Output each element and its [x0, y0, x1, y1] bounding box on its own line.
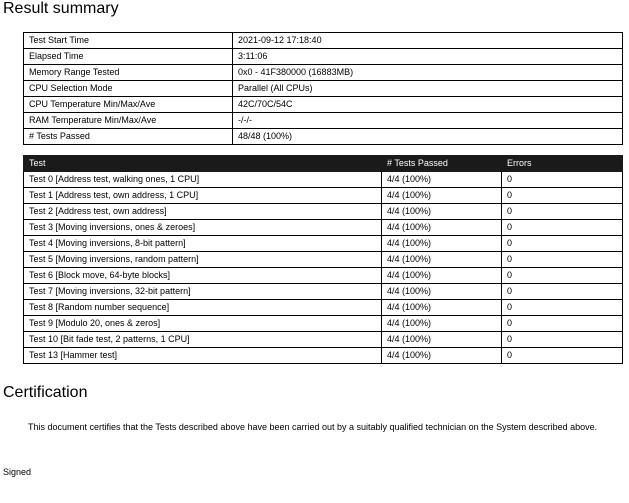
table-row: [24, 204, 623, 220]
summary-value: 2021-09-12 17:18:40: [233, 33, 623, 49]
summary-row: [24, 33, 623, 49]
tests-passed: 4/4 (100%): [382, 236, 502, 252]
tests-passed: 4/4 (100%): [382, 252, 502, 268]
error-count: 0: [502, 284, 623, 300]
table-row: [24, 348, 623, 364]
tests-passed: 4/4 (100%): [382, 188, 502, 204]
tests-passed: 4/4 (100%): [382, 284, 502, 300]
results-table: [23, 155, 623, 364]
summary-value: 48/48 (100%): [233, 129, 623, 145]
table-row: [24, 252, 623, 268]
table-row: [24, 300, 623, 316]
signed-label: Signed: [3, 467, 32, 477]
summary-label: RAM Temperature Min/Max/Ave: [24, 113, 233, 129]
column-header-test: Test: [24, 156, 382, 172]
summary-table: [23, 32, 623, 145]
summary-row: [24, 65, 623, 81]
tests-passed: 4/4 (100%): [382, 316, 502, 332]
tests-passed: 4/4 (100%): [382, 204, 502, 220]
table-row: [24, 316, 623, 332]
table-row: [24, 268, 623, 284]
summary-label: CPU Selection Mode: [24, 81, 233, 97]
test-name: Test 13 [Hammer test]: [24, 348, 382, 364]
summary-row: [24, 81, 623, 97]
test-name: Test 5 [Moving inversions, random pattern]: [24, 252, 382, 268]
certification-heading: Certification: [3, 384, 88, 401]
table-row: [24, 188, 623, 204]
test-name: Test 8 [Random number sequence]: [24, 300, 382, 316]
summary-label: Test Start Time: [24, 33, 233, 49]
summary-value: 42C/70C/54C: [233, 97, 623, 113]
test-name: Test 9 [Modulo 20, ones & zeros]: [24, 316, 382, 332]
summary-value: 0x0 - 41F380000 (16883MB): [233, 65, 623, 81]
results-header-row: [24, 156, 623, 172]
tests-passed: 4/4 (100%): [382, 332, 502, 348]
tests-passed: 4/4 (100%): [382, 348, 502, 364]
table-row: [24, 172, 623, 188]
summary-value: -/-/-: [233, 113, 623, 129]
error-count: 0: [502, 300, 623, 316]
error-count: 0: [502, 220, 623, 236]
summary-row: [24, 113, 623, 129]
tests-passed: 4/4 (100%): [382, 268, 502, 284]
test-name: Test 0 [Address test, walking ones, 1 CPU]: [24, 172, 382, 188]
tests-passed: 4/4 (100%): [382, 300, 502, 316]
summary-row: [24, 129, 623, 145]
table-row: [24, 332, 623, 348]
test-name: Test 6 [Block move, 64-byte blocks]: [24, 268, 382, 284]
table-row: [24, 236, 623, 252]
tests-passed: 4/4 (100%): [382, 172, 502, 188]
summary-label: # Tests Passed: [24, 129, 233, 145]
test-name: Test 7 [Moving inversions, 32-bit pattern]: [24, 284, 382, 300]
error-count: 0: [502, 268, 623, 284]
tests-passed: 4/4 (100%): [382, 220, 502, 236]
test-name: Test 3 [Moving inversions, ones & zeroes]: [24, 220, 382, 236]
table-row: [24, 220, 623, 236]
column-header-errors: Errors: [502, 156, 623, 172]
error-count: 0: [502, 236, 623, 252]
summary-label: Elapsed Time: [24, 49, 233, 65]
summary-row: [24, 49, 623, 65]
result-summary-heading: Result summary: [3, 0, 119, 17]
certification-text: This document certifies that the Tests described above have been carried out by a suitably qualified technician on the System described above.: [28, 422, 598, 432]
error-count: 0: [502, 188, 623, 204]
test-name: Test 1 [Address test, own address, 1 CPU]: [24, 188, 382, 204]
summary-label: CPU Temperature Min/Max/Ave: [24, 97, 233, 113]
error-count: 0: [502, 332, 623, 348]
test-name: Test 10 [Bit fade test, 2 patterns, 1 CPU]: [24, 332, 382, 348]
table-row: [24, 284, 623, 300]
summary-value: 3:11:06: [233, 49, 623, 65]
summary-row: [24, 97, 623, 113]
error-count: 0: [502, 316, 623, 332]
error-count: 0: [502, 204, 623, 220]
summary-label: Memory Range Tested: [24, 65, 233, 81]
error-count: 0: [502, 348, 623, 364]
column-header-tests-passed: # Tests Passed: [382, 156, 502, 172]
test-name: Test 2 [Address test, own address]: [24, 204, 382, 220]
test-name: Test 4 [Moving inversions, 8-bit pattern]: [24, 236, 382, 252]
error-count: 0: [502, 172, 623, 188]
error-count: 0: [502, 252, 623, 268]
summary-value: Parallel (All CPUs): [233, 81, 623, 97]
